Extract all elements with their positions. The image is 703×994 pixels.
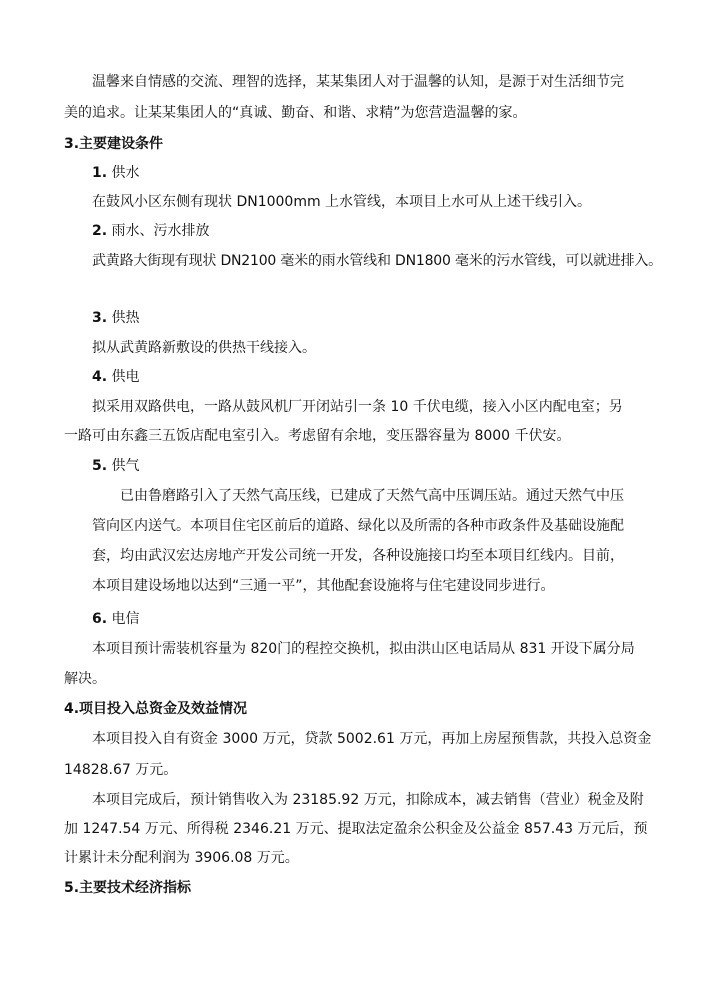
benefit-line-1: 本项目完成后，预计销售收入为 23185.92 万元，扣除成本，减去销售（营业）税金及附: [92, 792, 644, 808]
heating-text: 拟从武黄路新敷设的供热干线接入。: [92, 340, 316, 356]
heating-title: 供热: [111, 310, 140, 326]
telecom-title: 电信: [111, 611, 140, 627]
gas-line-3: 套，均由武汉宏达房地产开发公司统一开发，各种设施接口均至本项目红线内。目前，: [92, 548, 624, 564]
drainage-text: 武黄路大街现有现状 DN2100 毫米的雨水管线和 DN1800 毫米的污水管线，可以就进排入。: [92, 253, 662, 269]
gas-line-2: 管向区内送气。本项目住宅区前后的道路、绿化以及所需的各种市政条件及基础设施配: [92, 518, 624, 534]
benefit-line-2: 加 1247.54 万元、所得税 2346.21 万元、提取法定盈余公积金及公益金 857.43 万元后，预: [64, 821, 648, 837]
section-5-heading: 5.主要技术经济指标: [64, 880, 192, 896]
power-line-2: 一路可由东鑫三五饭店配电室引入。考虑留有余地，变压器容量为 8000 千伏安。: [64, 428, 571, 444]
section-3-heading: 3.主要建设条件: [64, 136, 164, 152]
gas-heading: [92, 457, 140, 475]
section-4-heading: 4.项目投入总资金及效益情况: [64, 701, 248, 717]
telecom-line-1: 本项目预计需装机容量为 820门的程控交换机，拟由洪山区电话局从 831 开设下属分局: [92, 641, 635, 657]
telecom-heading: [92, 610, 140, 628]
drainage-title: 雨水、污水排放: [111, 223, 210, 239]
benefit-line-3: 计累计未分配利润为 3906.08 万元。: [64, 850, 299, 866]
gas-line-4: 本项目建设场地以达到“三通一平”，其他配套设施将与住宅建设同步进行。: [92, 578, 555, 594]
gas-title: 供气: [111, 458, 140, 474]
investment-line-1: 本项目投入自有资金 3000 万元，贷款 5002.61 万元，再加上房屋预售款，共投入总资金: [92, 731, 652, 747]
water-supply-text: 在鼓风小区东侧有现状 DN1000mm 上水管线，本项目上水可从上述干线引入。: [92, 194, 592, 210]
gas-number: 5.: [92, 458, 108, 474]
drainage-heading: [92, 222, 210, 240]
water-supply-heading: [92, 164, 140, 182]
power-number: 4.: [92, 369, 108, 385]
water-supply-title: 供水: [111, 165, 140, 181]
heating-heading: [92, 309, 140, 327]
power-line-1: 拟采用双路供电，一路从鼓风机厂开闭站引一条 10 千伏电缆，接入小区内配电室；另: [92, 399, 623, 415]
intro-line-1: 温馨来自情感的交流、理智的选择，某某集团人对于温馨的认知，是源于对生活细节完: [92, 74, 624, 90]
power-heading: [92, 368, 140, 386]
telecom-line-2: 解决。: [64, 671, 106, 687]
heating-number: 3.: [92, 310, 108, 326]
investment-line-2: 14828.67 万元。: [64, 762, 178, 778]
drainage-number: 2.: [92, 223, 108, 239]
intro-line-2: 美的追求。让某某集团人的“真诚、勤奋、和谐、求精”为您营造温馨的家。: [64, 105, 527, 121]
water-supply-number: 1.: [92, 165, 108, 181]
telecom-number: 6.: [92, 611, 108, 627]
power-title: 供电: [111, 369, 140, 385]
gas-line-1: 已由鲁磨路引入了天然气高压线，已建成了天然气高中压调压站。通过天然气中压: [120, 488, 624, 504]
